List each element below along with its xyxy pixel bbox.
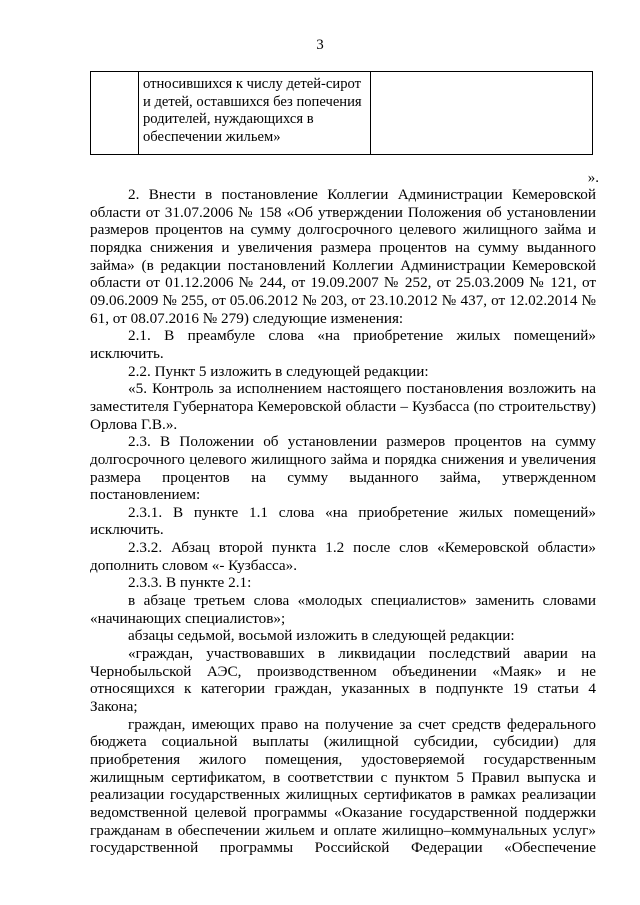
paragraph-third-abzac: в абзаце третьем слова «молодых специалистов» заменить словами «начинающих специалистов»;	[90, 592, 596, 627]
paragraph-seventh-eighth: абзацы седьмой, восьмой изложить в следующей редакции:	[128, 627, 515, 645]
table-cell-empty	[371, 72, 593, 155]
paragraph-item-2-3: 2.3. В Положении об установлении размеров процентов на сумму долгосрочного целевого жилищного займа и порядка снижения и увеличения размера процентов на сумму выданного займа, утвержденном постановлением:	[90, 433, 596, 504]
table-close-quote: ».	[587, 170, 599, 186]
table-row	[91, 72, 593, 155]
paragraph-item-2: 2. Внести в постановление Коллегии Администрации Кемеровской области от 31.07.2006 № 158 «Об утверждении Положения об установлении размеров процентов на сумму долгосрочного целевого жилищного займа и порядка снижения и увеличения размера процентов на сумму выданного займа» (в редакции постановлений Коллегии Администрации Кемеровской области от 01.12.2006 № 244, от 19.09.2007 № 252, от 25.03.2009 № 121, от 09.06.2009 № 255, от 05.06.2012 № 203, от 23.10.2012 № 437, от 12.02.2014 № 61, от 08.07.2016 № 279) следующие изменения:	[90, 186, 596, 327]
paragraph-item-2-1: 2.1. В преамбуле слова «на приобретение жилых помещений» исключить.	[90, 327, 596, 362]
paragraph-item-5-text: «5. Контроль за исполнением настоящего постановления возложить на заместителя Губернатора Кемеровской области – Кузбасса (по строительству) Орлова Г.В.».	[90, 380, 596, 433]
table-cell-category: относившихся к числу детей-сирот и детей, оставшихся без попечения родителей, нуждающихся в обеспечении жильем»	[139, 72, 371, 155]
paragraph-item-2-3-2: 2.3.2. Абзац второй пункта 1.2 после слов «Кемеровской области» дополнить словом «- Кузбасса».	[90, 539, 596, 574]
paragraph-federal-budget: граждан, имеющих право на получение за счет средств федерального бюджета социальной выплаты (жилищной субсидии, субсидии) для приобретения жилого помещения, удостоверяемой государственным жилищным сертификатом, в соответствии с пунктом 5 Правил выпуска и реализации государственных жилищных сертификатов в рамках реализации ведомственной целевой программы «Оказание государственной поддержки гражданам в обеспечении жильем и оплате жилищно–коммунальных услуг» государственной программы Российской Федерации «Обеспечение	[90, 715, 596, 857]
paragraph-chernobyl: «граждан, участвовавших в ликвидации последствий аварии на Чернобыльской АЭС, производственном объединении «Маяк» и не относящихся к категории граждан, указанных в подпункте 19 статьи 4 Закона;	[90, 645, 596, 716]
paragraph-item-2-3-1: 2.3.1. В пункте 1.1 слова «на приобретение жилых помещений» исключить.	[90, 503, 596, 539]
paragraph-item-2-3-3: 2.3.3. В пункте 2.1:	[128, 574, 252, 592]
page-number: 3	[316, 37, 324, 53]
continued-table	[90, 71, 593, 155]
paragraph-item-2-2: 2.2. Пункт 5 изложить в следующей редакции:	[128, 362, 429, 380]
document-body	[90, 186, 596, 857]
table-cell-number	[91, 72, 139, 155]
